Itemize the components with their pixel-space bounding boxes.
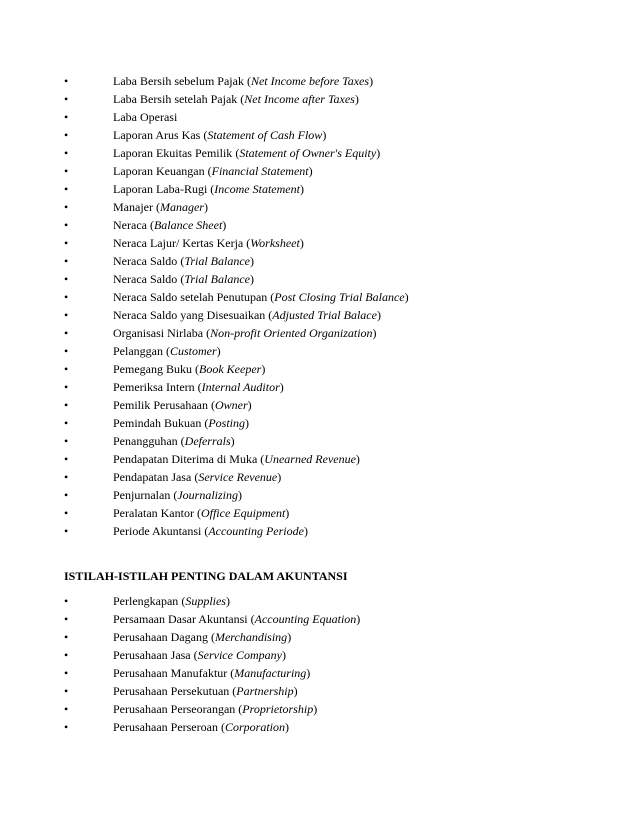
- bullet-icon: •: [64, 308, 69, 322]
- term-indonesian: Neraca: [113, 218, 147, 232]
- term-text: Neraca Saldo (Trial Balance): [113, 272, 254, 286]
- bullet-icon: •: [64, 182, 69, 196]
- term-indonesian: Laba Bersih sebelum Pajak: [113, 74, 244, 88]
- term-text: Laba Bersih sebelum Pajak (Net Income before Taxes): [113, 74, 374, 88]
- term-text: Pemegang Buku (Book Keeper): [113, 362, 266, 376]
- list-item: [64, 342, 624, 360]
- list-item: [64, 270, 624, 288]
- term-indonesian: Laporan Laba-Rugi: [113, 182, 208, 196]
- list-item: [64, 144, 624, 162]
- term-text: Laba Bersih setelah Pajak (Net Income after Taxes): [113, 92, 359, 106]
- term-english: Book Keeper: [199, 362, 262, 376]
- bullet-icon: •: [64, 110, 69, 124]
- list-item: [64, 288, 624, 306]
- bullet-icon: •: [64, 344, 69, 358]
- term-indonesian: Perusahaan Perseroan: [113, 720, 218, 734]
- term-english: Statement of Cash Flow: [207, 128, 323, 142]
- term-english: Service Revenue: [198, 470, 278, 484]
- term-text: Pemindah Bukuan (Posting): [113, 416, 249, 430]
- term-english: Trial Balance: [184, 254, 250, 268]
- bullet-icon: •: [64, 488, 69, 502]
- list-item: [64, 108, 624, 126]
- list-item: [64, 378, 624, 396]
- bullet-icon: •: [64, 290, 69, 304]
- term-text: Pemilik Perusahaan (Owner): [113, 398, 252, 412]
- term-text: Perusahaan Manufaktur (Manufacturing): [113, 666, 311, 680]
- term-english: Partnership: [236, 684, 294, 698]
- term-text: Pelanggan (Customer): [113, 344, 221, 358]
- bullet-icon: •: [64, 272, 69, 286]
- list-item: [64, 450, 624, 468]
- bullet-icon: •: [64, 128, 69, 142]
- list-item: [64, 610, 624, 628]
- list-item: [64, 646, 624, 664]
- list-item: [64, 180, 624, 198]
- term-indonesian: Neraca Saldo yang Disesuaikan: [113, 308, 266, 322]
- bullet-icon: •: [64, 630, 69, 644]
- term-indonesian: Periode Akuntansi: [113, 524, 202, 538]
- bullet-icon: •: [64, 218, 69, 232]
- list-item: [64, 592, 624, 610]
- list-item: [64, 234, 624, 252]
- term-indonesian: Penangguhan: [113, 434, 178, 448]
- term-text: [113, 108, 177, 126]
- term-text: Laporan Laba-Rugi (Income Statement): [113, 182, 304, 196]
- term-list-2: [64, 592, 624, 736]
- bullet-icon: •: [64, 524, 69, 538]
- term-english: Worksheet: [250, 236, 300, 250]
- term-english: Accounting Periode: [208, 524, 304, 538]
- term-text: Perusahaan Dagang (Merchandising): [113, 630, 292, 644]
- term-english: Adjusted Trial Balace: [272, 308, 377, 322]
- bullet-icon: •: [64, 254, 69, 268]
- bullet-icon: •: [64, 92, 69, 106]
- list-item: [64, 522, 624, 540]
- term-english: Proprietorship: [242, 702, 314, 716]
- list-item: [64, 396, 624, 414]
- term-indonesian: Perlengkapan: [113, 594, 179, 608]
- term-text: Neraca Lajur/ Kertas Kerja (Worksheet): [113, 236, 304, 250]
- list-item: [64, 414, 624, 432]
- list-item: [64, 252, 624, 270]
- bullet-icon: •: [64, 434, 69, 448]
- term-text: Perusahaan Jasa (Service Company): [113, 648, 286, 662]
- term-english: Income Statement: [214, 182, 300, 196]
- term-indonesian: Perusahaan Perseorangan: [113, 702, 236, 716]
- term-english: Financial Statement: [211, 164, 309, 178]
- term-indonesian: Laporan Ekuitas Pemilik: [113, 146, 233, 160]
- term-text: Perusahaan Persekutuan (Partnership): [113, 684, 298, 698]
- term-indonesian: Penjurnalan: [113, 488, 171, 502]
- term-indonesian: Pemilik Perusahaan: [113, 398, 208, 412]
- term-text: Laporan Arus Kas (Statement of Cash Flow): [113, 128, 327, 142]
- term-english: Supplies: [185, 594, 226, 608]
- term-indonesian: Pendapatan Diterima di Muka: [113, 452, 258, 466]
- list-item: [64, 700, 624, 718]
- term-english: Merchandising: [214, 630, 288, 644]
- term-english: Owner: [214, 398, 248, 412]
- bullet-icon: •: [64, 74, 69, 88]
- bullet-icon: •: [64, 648, 69, 662]
- term-indonesian: Peralatan Kantor: [113, 506, 194, 520]
- term-text: Laporan Ekuitas Pemilik (Statement of Owner's Equity): [113, 146, 381, 160]
- term-english: Balance Sheet: [153, 218, 223, 232]
- term-text: Perusahaan Perseorangan (Proprietorship): [113, 702, 318, 716]
- bullet-icon: •: [64, 146, 69, 160]
- term-english: Post Closing Trial Balance: [274, 290, 405, 304]
- term-indonesian: Persamaan Dasar Akuntansi: [113, 612, 248, 626]
- list-item: [64, 486, 624, 504]
- bullet-icon: •: [64, 416, 69, 430]
- section-heading: ISTILAH-ISTILAH PENTING DALAM AKUNTANSI: [64, 569, 348, 583]
- list-item: [64, 324, 624, 342]
- term-text: Pemeriksa Intern (Internal Auditor): [113, 380, 284, 394]
- term-english: Manager: [159, 200, 204, 214]
- term-english: Accounting Equation: [254, 612, 357, 626]
- term-english: Journalizing: [177, 488, 238, 502]
- term-english: Unearned Revenue: [264, 452, 356, 466]
- term-list-1: [64, 72, 624, 540]
- term-indonesian: Neraca Lajur/ Kertas Kerja: [113, 236, 244, 250]
- term-english: Customer: [170, 344, 217, 358]
- term-english: Net Income before Taxes: [250, 74, 370, 88]
- list-item: [64, 72, 624, 90]
- bullet-icon: •: [64, 594, 69, 608]
- term-text: Neraca Saldo (Trial Balance): [113, 254, 254, 268]
- list-item: [64, 198, 624, 216]
- term-text: Perusahaan Perseroan (Corporation): [113, 720, 289, 734]
- term-indonesian: Neraca Saldo: [113, 254, 178, 268]
- term-text: Periode Akuntansi (Accounting Periode): [113, 524, 308, 538]
- bullet-icon: •: [64, 362, 69, 376]
- term-english: Net Income after Taxes: [244, 92, 355, 106]
- term-indonesian: Pemeriksa Intern: [113, 380, 195, 394]
- term-text: Pendapatan Diterima di Muka (Unearned Revenue): [113, 452, 360, 466]
- term-text: Organisasi Nirlaba (Non-profit Oriented Organization): [113, 326, 377, 340]
- term-indonesian: Perusahaan Persekutuan: [113, 684, 230, 698]
- term-text: Persamaan Dasar Akuntansi (Accounting Equation): [113, 612, 361, 626]
- term-text: Perlengkapan (Supplies): [113, 594, 230, 608]
- term-text: Neraca Saldo setelah Penutupan (Post Closing Trial Balance): [113, 290, 409, 304]
- bullet-icon: •: [64, 470, 69, 484]
- term-text: Manajer (Manager): [113, 200, 208, 214]
- list-item: [64, 126, 624, 144]
- list-item: [64, 468, 624, 486]
- list-item: [64, 682, 624, 700]
- list-item: [64, 306, 624, 324]
- term-indonesian: Laporan Arus Kas: [113, 128, 201, 142]
- list-item: [64, 216, 624, 234]
- bullet-icon: •: [64, 666, 69, 680]
- term-text: Peralatan Kantor (Office Equipment): [113, 506, 290, 520]
- term-english: Deferrals: [184, 434, 231, 448]
- bullet-icon: •: [64, 506, 69, 520]
- term-text: Neraca Saldo yang Disesuaikan (Adjusted Trial Balace): [113, 308, 381, 322]
- bullet-icon: •: [64, 398, 69, 412]
- bullet-icon: •: [64, 236, 69, 250]
- list-item: [64, 504, 624, 522]
- term-text: Penangguhan (Deferrals): [113, 434, 235, 448]
- list-item: [64, 90, 624, 108]
- bullet-icon: •: [64, 720, 69, 734]
- term-indonesian: Laba Bersih setelah Pajak: [113, 92, 238, 106]
- term-indonesian: Pendapatan Jasa: [113, 470, 192, 484]
- term-indonesian: Neraca Saldo: [113, 272, 178, 286]
- term-english: Statement of Owner's Equity: [239, 146, 377, 160]
- term-indonesian: Pemegang Buku: [113, 362, 192, 376]
- term-english: Service Company: [197, 648, 282, 662]
- term-indonesian: Organisasi Nirlaba: [113, 326, 204, 340]
- term-indonesian: Perusahaan Dagang: [113, 630, 208, 644]
- term-english: Posting: [208, 416, 245, 430]
- term-indonesian: Neraca Saldo setelah Penutupan: [113, 290, 268, 304]
- term-text: Neraca (Balance Sheet): [113, 218, 227, 232]
- term-text: Penjurnalan (Journalizing): [113, 488, 242, 502]
- term-indonesian: Laporan Keuangan: [113, 164, 205, 178]
- list-item: [64, 628, 624, 646]
- term-indonesian: Perusahaan Jasa: [113, 648, 191, 662]
- term-indonesian: Laba Operasi: [113, 110, 178, 124]
- list-item: [64, 162, 624, 180]
- bullet-icon: •: [64, 612, 69, 626]
- term-indonesian: Manajer: [113, 200, 153, 214]
- bullet-icon: •: [64, 380, 69, 394]
- term-text: Laporan Keuangan (Financial Statement): [113, 164, 313, 178]
- term-english: Internal Auditor: [201, 380, 280, 394]
- bullet-icon: •: [64, 452, 69, 466]
- term-english: Non-profit Oriented Organization: [210, 326, 373, 340]
- list-item: [64, 718, 624, 736]
- term-indonesian: Pemindah Bukuan: [113, 416, 202, 430]
- term-indonesian: Pelanggan: [113, 344, 163, 358]
- term-text: Pendapatan Jasa (Service Revenue): [113, 470, 282, 484]
- list-item: [64, 360, 624, 378]
- bullet-icon: •: [64, 200, 69, 214]
- list-item: [64, 664, 624, 682]
- term-english: Corporation: [224, 720, 285, 734]
- bullet-icon: •: [64, 702, 69, 716]
- term-indonesian: Perusahaan Manufaktur: [113, 666, 228, 680]
- term-english: Manufacturing: [234, 666, 307, 680]
- bullet-icon: •: [64, 684, 69, 698]
- term-english: Trial Balance: [184, 272, 250, 286]
- list-item: [64, 432, 624, 450]
- bullet-icon: •: [64, 164, 69, 178]
- term-english: Office Equipment: [200, 506, 286, 520]
- bullet-icon: •: [64, 326, 69, 340]
